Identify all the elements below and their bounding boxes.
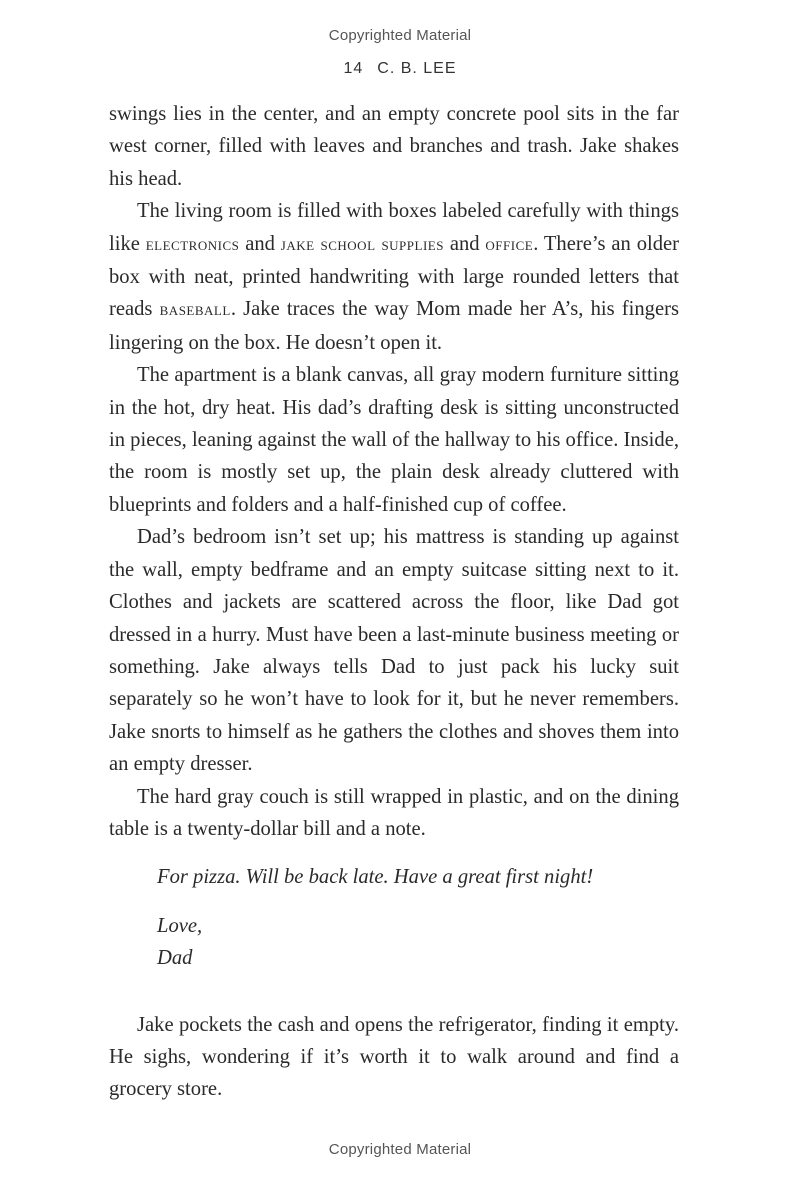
page-number: 14 [343, 60, 364, 77]
note-line-2: Love, [157, 914, 203, 937]
running-header [0, 60, 800, 78]
copyright-watermark-top: Copyrighted Material [328, 27, 472, 44]
paragraph-2-text-b: and [239, 232, 281, 255]
paragraph-2-text-a: The living room is filled with boxes labeled carefully with things like [109, 200, 679, 255]
paragraph-4: Dad’s bedroom isn’t set up; his mattress is standing up against the wall, empty bedframe and an empty suitcase sitting next to it. Clothes and jackets are scattered across the floor, like Dad got dressed in a hurry. Must have been a last-minute business meeting or something. Jake always tells Dad to just pack his lucky suit separately so he won’t have to look for it, but he never remembers. Jake snorts to himself as he gathers the clothes and shoves them into an empty dresser. [109, 526, 679, 776]
dad-note [157, 861, 679, 974]
paragraph-2-text-e: . Jake traces the way Mom made her A’s, his fingers lingering on the box. He doesn’t open it. [109, 298, 679, 354]
paragraph-2-text-c: and [443, 232, 486, 255]
label-electronics: electronics [145, 233, 240, 255]
author-name: C. B. LEE [377, 60, 457, 77]
page-body [109, 98, 679, 1106]
paragraph-2 [109, 195, 679, 359]
paragraph-1: swings lies in the center, and an empty concrete pool sits in the far west corner, filled with leaves and branches and trash. Jake shakes his head. [109, 103, 679, 190]
paragraph-5: The hard gray couch is still wrapped in plastic, and on the dining table is a twenty-dollar bill and a note. [109, 785, 679, 840]
note-line-3: Dad [157, 947, 193, 970]
paragraph-6: Jake pockets the cash and opens the refrigerator, finding it empty. He sighs, wondering if it’s worth it to walk around and find a grocery store. [109, 1013, 679, 1101]
note-line-1: For pizza. Will be back late. Have a great first night! [157, 866, 594, 889]
label-jake-school-supplies: jake school supplies [280, 233, 444, 255]
label-baseball: baseball [159, 299, 231, 321]
paragraph-2-text-d: . There’s an older box with neat, printed handwriting with large rounded letters that reads [109, 232, 680, 321]
paragraph-3: The apartment is a blank canvas, all gray modern furniture sitting in the hot, dry heat. His dad’s drafting desk is sitting unconstructed in pieces, leaning against the wall of the hallway to his office. Inside, the room is mostly set up, the plain desk already cluttered with blueprints and folders and a half-finished cup of coffee. [109, 364, 679, 516]
label-office: office [485, 233, 534, 255]
copyright-watermark-bottom: Copyrighted Material [328, 1141, 472, 1158]
